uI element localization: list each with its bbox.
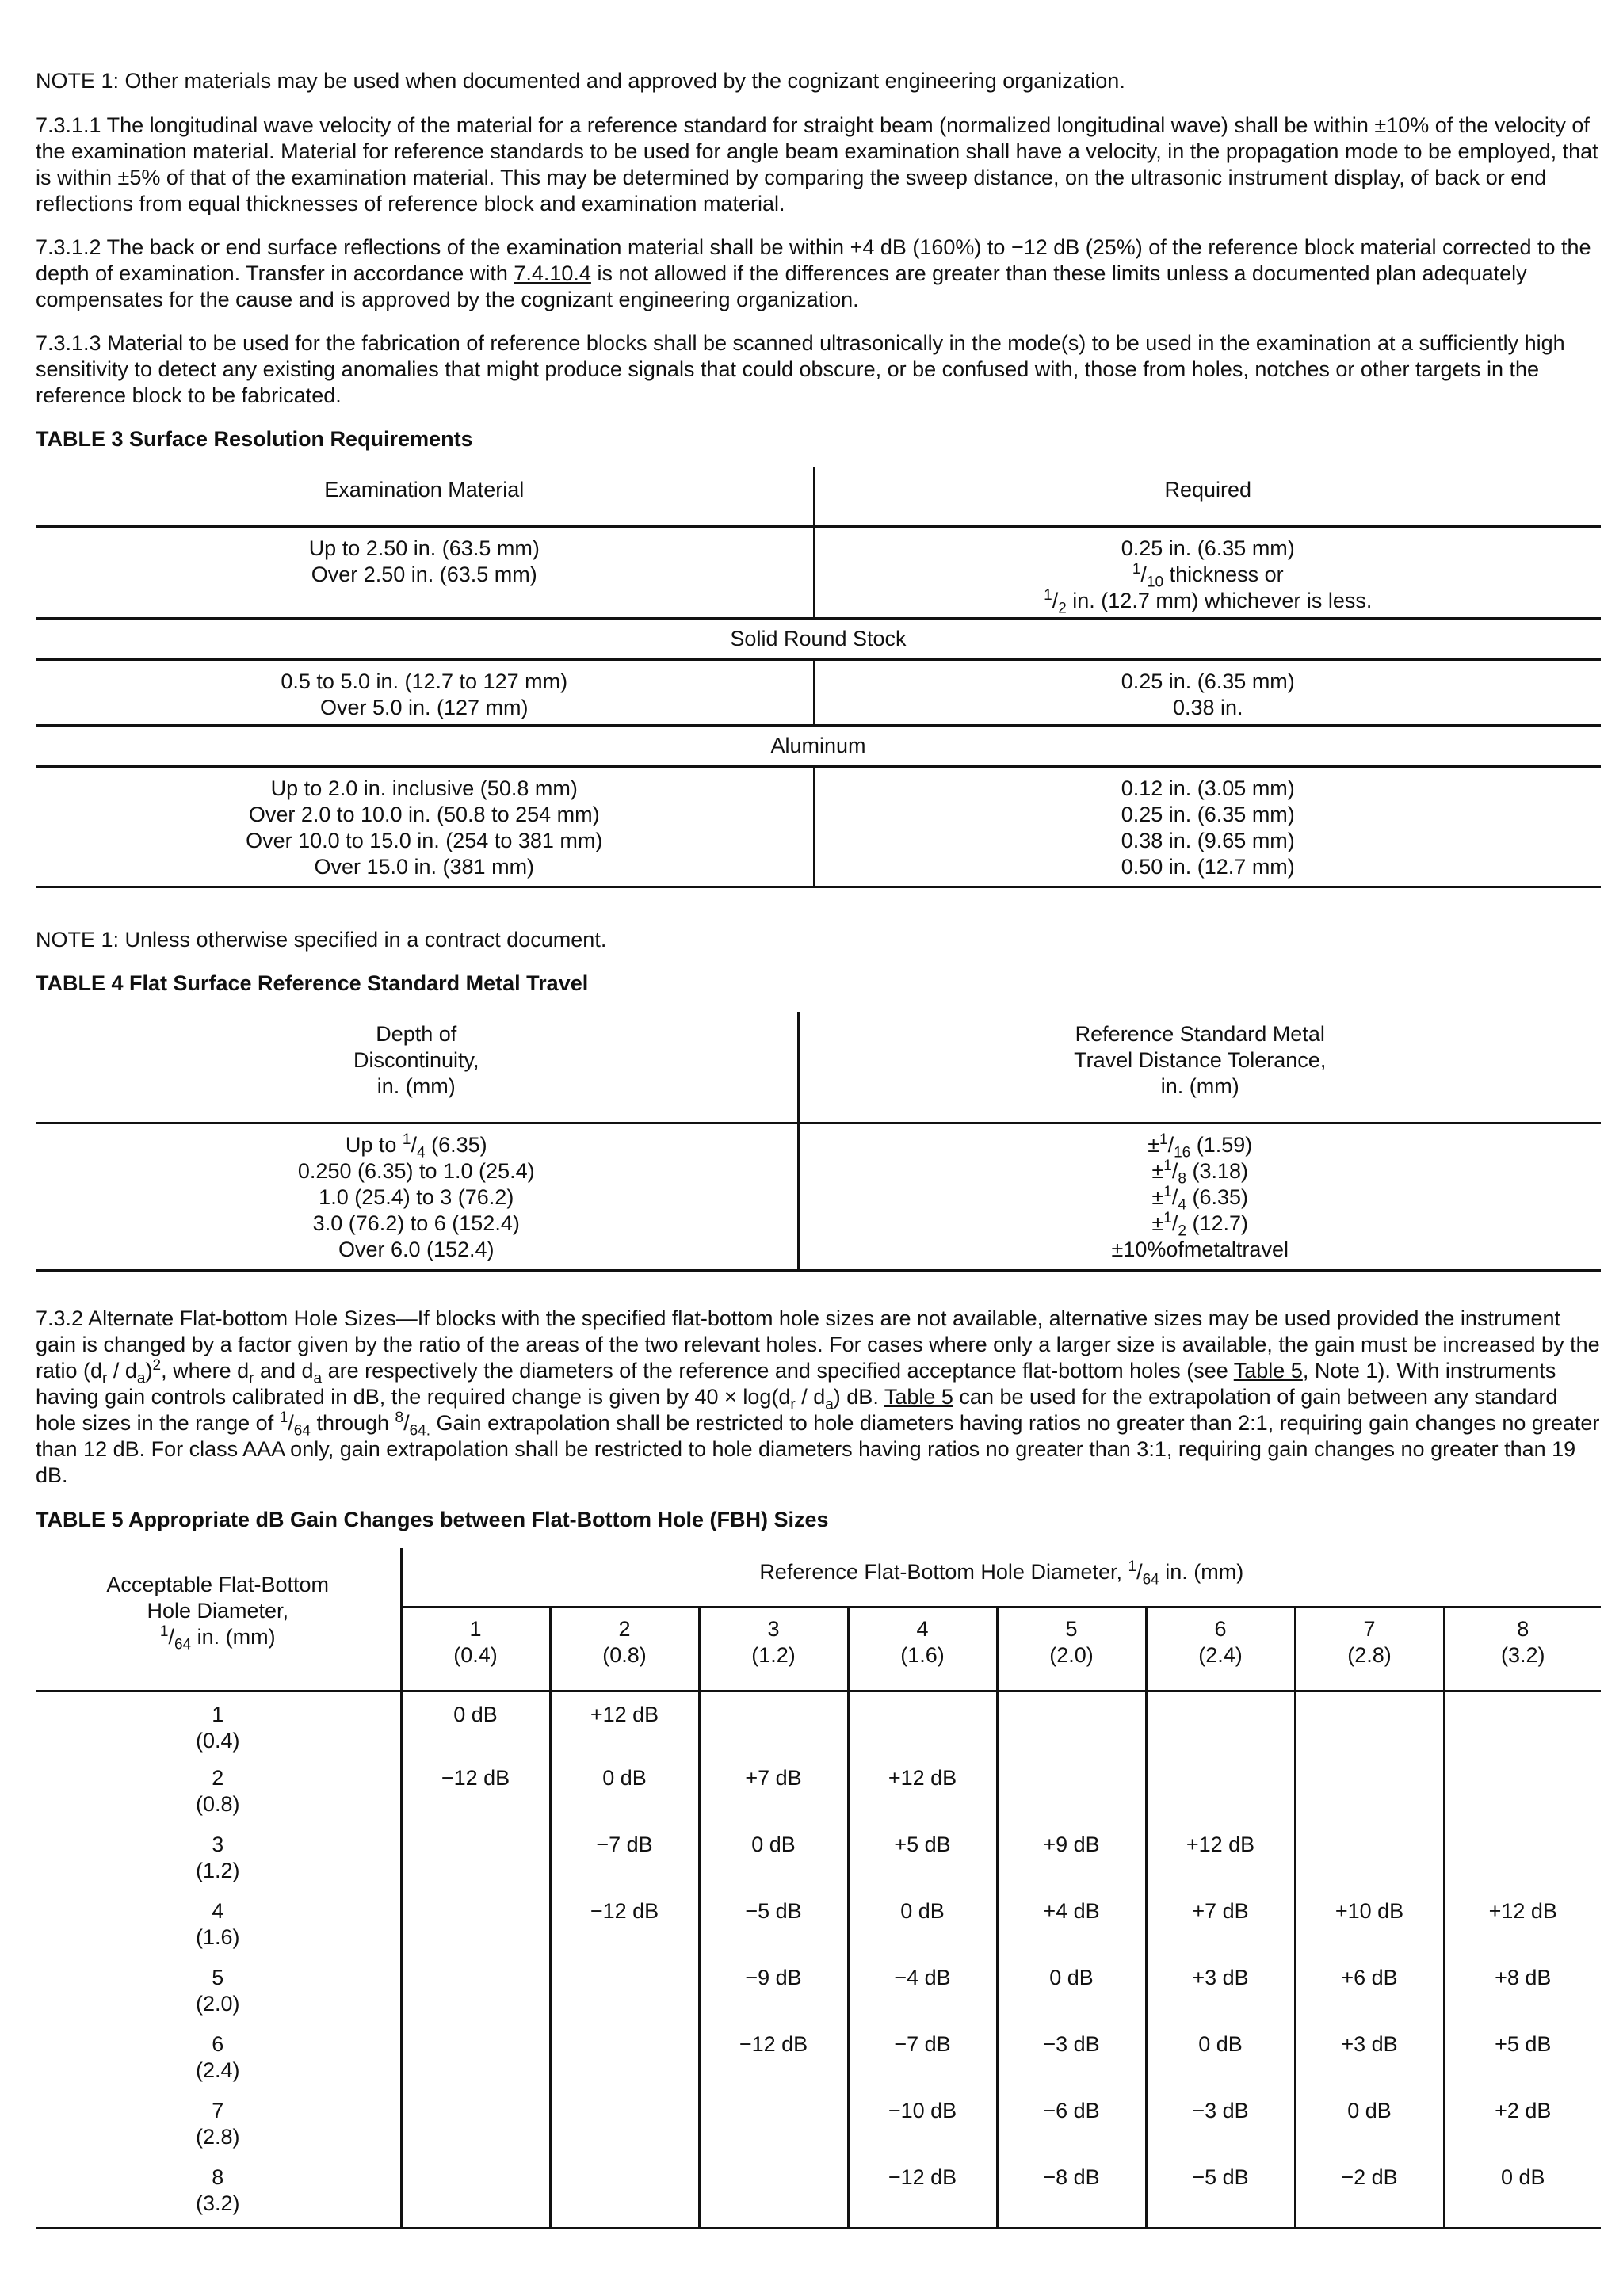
column-mm: (2.0) bbox=[1049, 1642, 1094, 1667]
gain-change-cell: −3 dB bbox=[997, 2028, 1146, 2095]
row-number: 2 bbox=[212, 1766, 224, 1790]
table-5-column-header bbox=[848, 1607, 997, 1691]
cell-line: 0.50 in. (12.7 mm) bbox=[1121, 854, 1295, 879]
paragraph-text: 7.3.2 Alternate Flat-bottom Hole Sizes—If blocks with the specified flat-bottom hole sizes are not available, alternative sizes may be used provided the instrument gain is changed by a factor given by the ratio of the areas of the two relevant holes. For cases where only a larger size is available, the gain must be increased by the ratio (d bbox=[36, 1306, 1600, 1383]
fraction-denominator: 64 bbox=[1142, 1571, 1159, 1589]
row-mm: (2.4) bbox=[195, 2058, 240, 2082]
gain-change-cell: −6 dB bbox=[997, 2095, 1146, 2161]
gain-change-cell bbox=[1146, 1762, 1295, 1829]
cell-line: $^1/_2$ in. (12.7 mm) whichever is less. bbox=[1044, 586, 1373, 616]
subscript: a bbox=[313, 1370, 323, 1387]
gain-change-cell: 0 dB bbox=[848, 1895, 997, 1962]
fraction-denominator: 64. bbox=[409, 1422, 431, 1440]
cell-line: 0.12 in. (3.05 mm) bbox=[1121, 776, 1295, 800]
gain-change-cell bbox=[1444, 1762, 1601, 1829]
table-row bbox=[36, 526, 1601, 618]
table-cell bbox=[36, 526, 814, 618]
table-cell bbox=[36, 766, 814, 887]
table-3-header-required: Required bbox=[814, 467, 1601, 526]
table-row bbox=[36, 1123, 1601, 1270]
cell-line: 0.38 in. bbox=[1172, 695, 1243, 719]
fraction-denominator: 10 bbox=[1146, 573, 1164, 590]
fraction: $^1/_{64}$ bbox=[279, 1409, 311, 1440]
fraction-numerator: 1 bbox=[159, 1623, 169, 1640]
fraction-denominator: 4 bbox=[1178, 1196, 1186, 1213]
table-row bbox=[36, 2028, 1601, 2095]
cell-text: ± bbox=[1148, 1132, 1160, 1157]
cell-line: $\pm^1/_8$ (3.18) bbox=[1151, 1157, 1249, 1187]
row-number: 7 bbox=[212, 2099, 224, 2122]
paragraph-text: Gain extrapolation shall be restricted to hole diameters having ratios no greater than 2:1, requiring gain changes no greater than 12 dB. For class AAA only, gain extrapolation shall be restricted to hole diameters having ratios no greater than 3:1, requiring gain changes no greater than 19 dB. bbox=[36, 1411, 1600, 1487]
gain-change-cell bbox=[997, 1691, 1146, 1762]
fraction-denominator: 16 bbox=[1174, 1143, 1191, 1161]
cell-line: Over 10.0 to 15.0 in. (254 to 381 mm) bbox=[246, 828, 603, 852]
column-mm: (1.6) bbox=[900, 1642, 945, 1667]
fraction-numerator: 1 bbox=[1163, 1183, 1172, 1200]
gain-change-cell: −3 dB bbox=[1146, 2095, 1295, 2161]
section-link-7-4-10-4[interactable]: 7.4.10.4 bbox=[514, 261, 591, 285]
cell-text: ± bbox=[1151, 1158, 1164, 1183]
table-5-column-header bbox=[1146, 1607, 1295, 1691]
subscript: r bbox=[249, 1370, 254, 1387]
paragraph-text: / d bbox=[107, 1359, 137, 1383]
row-mm: (3.2) bbox=[195, 2191, 240, 2215]
gain-change-cell: +9 dB bbox=[997, 1829, 1146, 1895]
table-5-row-header bbox=[36, 1762, 401, 1829]
column-number: 3 bbox=[767, 1616, 780, 1641]
gain-change-cell: 0 dB bbox=[401, 1691, 550, 1762]
superscript: 2 bbox=[152, 1357, 162, 1374]
cell-text: in. (12.7 mm) whichever is less. bbox=[1066, 588, 1373, 612]
header-text: in. (mm) bbox=[191, 1625, 276, 1649]
cell-text: (3.18) bbox=[1186, 1158, 1249, 1183]
gain-change-cell: −12 dB bbox=[848, 2161, 997, 2228]
table-3 bbox=[36, 467, 1601, 888]
fraction-denominator: 2 bbox=[1178, 1222, 1186, 1239]
gain-change-cell bbox=[1146, 1691, 1295, 1762]
gain-change-cell bbox=[1444, 1829, 1601, 1895]
column-number: 2 bbox=[618, 1616, 631, 1641]
fraction-numerator: 1 bbox=[1128, 1558, 1137, 1575]
gain-change-cell: +3 dB bbox=[1146, 1962, 1295, 2028]
gain-change-cell: +12 dB bbox=[550, 1691, 699, 1762]
subscript: a bbox=[825, 1396, 834, 1413]
cell-line: ±10%ofmetaltravel bbox=[1111, 1237, 1289, 1261]
paragraph-7-3-1-3: 7.3.1.3 Material to be used for the fabrication of reference blocks shall be scanned ultrasonically in the mode(s) to be used in the examination at a sufficiently high sensitivity to detect any existing anomalies that might produce signals that could obscure, or be confused with, those from holes, notches or other targets in the reference block to be fabricated. bbox=[36, 331, 1565, 407]
cell-line: Over 6.0 (152.4) bbox=[338, 1237, 495, 1261]
cell-line: Over 5.0 in. (127 mm) bbox=[319, 695, 529, 719]
paragraph-7-3-2 bbox=[36, 1306, 1601, 1489]
column-number: 7 bbox=[1363, 1616, 1376, 1641]
column-mm: (0.4) bbox=[453, 1642, 498, 1667]
row-number: 5 bbox=[212, 1966, 224, 1989]
table-4 bbox=[36, 1012, 1601, 1272]
gain-change-cell bbox=[550, 2161, 699, 2228]
table-5-group-header: Reference Flat-Bottom Hole Diameter, $^1/_{64}$ in. (mm) bbox=[401, 1548, 1601, 1607]
gain-change-cell bbox=[1444, 1691, 1601, 1762]
paragraph-text: through bbox=[310, 1411, 395, 1435]
table-5-corner-header bbox=[36, 1548, 401, 1691]
gain-change-cell bbox=[997, 1762, 1146, 1829]
table-row bbox=[36, 659, 1601, 725]
table-5-column-header bbox=[1295, 1607, 1444, 1691]
paragraph-7-3-1-1: 7.3.1.1 The longitudinal wave velocity of the material for a reference standard for straight beam (normalized longitudinal wave) shall be within ±10% of the velocity of the examination material. Material for reference standards to be used for angle beam examination shall have a velocity, in the propagation mode to be employed, that is within ±5% of that of the examination material. This may be determined by comparing the sweep distance, on the ultrasonic instrument display, of back or end reflections from equal thicknesses of reference block and examination material. bbox=[36, 113, 1598, 215]
gain-change-cell bbox=[1295, 1829, 1444, 1895]
table-cell bbox=[814, 526, 1601, 618]
cell-line: Over 2.0 to 10.0 in. (50.8 to 254 mm) bbox=[248, 802, 600, 826]
paragraph-7-3-1-2 bbox=[36, 235, 1601, 313]
gain-change-cell: −5 dB bbox=[1146, 2161, 1295, 2228]
table-cell bbox=[36, 1123, 798, 1270]
fraction-denominator: 64 bbox=[293, 1422, 311, 1440]
gain-change-cell: −9 dB bbox=[699, 1962, 848, 2028]
gain-change-cell: −12 dB bbox=[699, 2028, 848, 2095]
header-line: Acceptable Flat-Bottom bbox=[106, 1573, 330, 1596]
table-3-header-material: Examination Material bbox=[36, 467, 814, 526]
gain-change-cell bbox=[401, 2161, 550, 2228]
row-mm: (0.4) bbox=[195, 1728, 240, 1753]
table-3-section-aluminum: Aluminum bbox=[36, 725, 1601, 766]
table-row bbox=[36, 1012, 1601, 1123]
paragraph-text: , Note 1). With instruments having gain controls calibrated in dB, the required change is given by 40 × log(d bbox=[36, 1359, 1556, 1409]
table-5-row-header bbox=[36, 1895, 401, 1962]
note-1-top: NOTE 1: Other materials may be used when documented and approved by the cognizant engineering organization. bbox=[36, 69, 1125, 93]
subscript: a bbox=[136, 1370, 146, 1387]
header-line: in. (mm) bbox=[1160, 1074, 1239, 1098]
cell-line: 3.0 (76.2) to 6 (152.4) bbox=[312, 1211, 520, 1235]
gain-change-cell bbox=[401, 1829, 550, 1895]
gain-change-cell: +7 dB bbox=[699, 1762, 848, 1829]
gain-change-cell: +8 dB bbox=[1495, 1966, 1552, 1989]
gain-change-cell: −8 dB bbox=[997, 2161, 1146, 2228]
cell-line: $^1/_{10}$ thickness or bbox=[1132, 560, 1284, 590]
cell-text: (1.59) bbox=[1190, 1132, 1253, 1157]
cell-line: $\pm^1/_{16}$ (1.59) bbox=[1148, 1131, 1253, 1161]
column-mm: (2.4) bbox=[1198, 1642, 1243, 1667]
row-number: 3 bbox=[212, 1833, 224, 1856]
gain-change-cell: +12 dB bbox=[1146, 1829, 1295, 1895]
gain-change-cell: 0 dB bbox=[550, 1762, 699, 1829]
table-5-caption: TABLE 5 Appropriate dB Gain Changes between Flat-Bottom Hole (FBH) Sizes bbox=[36, 1508, 829, 1531]
cell-line: 0.25 in. (6.35 mm) bbox=[1121, 536, 1295, 560]
gain-change-cell bbox=[401, 1962, 550, 2028]
column-number: 1 bbox=[469, 1616, 482, 1641]
table-row bbox=[36, 766, 1601, 887]
table-5 bbox=[36, 1548, 1601, 2229]
header-line: Discontinuity, bbox=[353, 1048, 479, 1072]
table-row bbox=[36, 725, 1601, 766]
gain-change-cell: +6 dB bbox=[1295, 1962, 1444, 2028]
gain-change-cell: +4 dB bbox=[997, 1895, 1146, 1962]
paragraph-text: ) bbox=[145, 1359, 153, 1383]
gain-change-cell: 0 dB bbox=[699, 1829, 848, 1895]
paragraph-text: ) dB. bbox=[833, 1385, 884, 1409]
table-5-column-header bbox=[401, 1607, 550, 1691]
gain-change-cell bbox=[699, 1691, 848, 1762]
cell-line: 1.0 (25.4) to 3 (76.2) bbox=[319, 1184, 514, 1209]
table-row bbox=[36, 1691, 1601, 1762]
table-row bbox=[36, 2161, 1601, 2228]
fraction-numerator: 1 bbox=[402, 1131, 411, 1148]
table-5-link[interactable]: Table 5 bbox=[1233, 1359, 1303, 1383]
fraction-numerator: 1 bbox=[1163, 1157, 1172, 1174]
cell-line: Over 2.50 in. (63.5 mm) bbox=[311, 562, 537, 586]
gain-change-cell: −2 dB bbox=[1295, 2161, 1444, 2228]
column-number: 4 bbox=[916, 1616, 929, 1641]
table-row bbox=[36, 467, 1601, 526]
fraction-denominator: 4 bbox=[417, 1143, 426, 1161]
paragraph-text: is not allowed if the differences are greater than these limits unless a documented plan adequately compensates for the cause and is approved by the cognizant engineering organization. bbox=[36, 261, 1527, 311]
paragraph-text: / d bbox=[795, 1385, 826, 1409]
cell-text: ± bbox=[1151, 1184, 1164, 1209]
table-row bbox=[36, 1829, 1601, 1895]
row-number: 1 bbox=[212, 1702, 224, 1726]
table-5-link[interactable]: Table 5 bbox=[884, 1385, 953, 1409]
gain-change-cell: +5 dB bbox=[1495, 2032, 1552, 2056]
cell-text: (6.35) bbox=[1186, 1184, 1249, 1209]
table-5-column-header bbox=[699, 1607, 848, 1691]
gain-change-cell bbox=[401, 2028, 550, 2095]
fraction-numerator: 1 bbox=[279, 1409, 288, 1426]
gain-change-cell: −5 dB bbox=[699, 1895, 848, 1962]
paragraph-text: and d bbox=[254, 1359, 314, 1383]
table-5-row-header bbox=[36, 1962, 401, 2028]
gain-change-cell: +7 dB bbox=[1146, 1895, 1295, 1962]
column-number: 6 bbox=[1214, 1616, 1227, 1641]
fraction-numerator: 1 bbox=[1044, 586, 1052, 604]
column-number: 8 bbox=[1517, 1616, 1529, 1641]
column-number: 5 bbox=[1065, 1616, 1078, 1641]
fraction: $^8/_{64.}$ bbox=[395, 1409, 431, 1440]
gain-change-cell: −4 dB bbox=[848, 1962, 997, 2028]
gain-change-cell bbox=[550, 1962, 699, 2028]
paragraph-text: , where d bbox=[161, 1359, 250, 1383]
table-5-body bbox=[36, 1691, 1601, 2228]
gain-change-cell: −12 dB bbox=[401, 1762, 550, 1829]
table-5-column-header bbox=[550, 1607, 699, 1691]
table-5-row-header bbox=[36, 2095, 401, 2161]
fraction-denominator: 64 bbox=[174, 1636, 192, 1653]
gain-change-cell: +3 dB bbox=[1295, 2028, 1444, 2095]
note-1-table-3: NOTE 1: Unless otherwise specified in a contract document. bbox=[36, 928, 607, 952]
fraction-numerator: 8 bbox=[395, 1409, 404, 1426]
table-row bbox=[36, 1962, 1601, 2028]
gain-change-cell: −10 dB bbox=[848, 2095, 997, 2161]
gain-change-cell: +12 dB bbox=[1488, 1899, 1557, 1923]
gain-change-cell: 0 dB bbox=[997, 1962, 1146, 2028]
table-5-column-header bbox=[997, 1607, 1146, 1691]
cell-line: 0.5 to 5.0 in. (12.7 to 127 mm) bbox=[281, 669, 568, 693]
cell-line: 0.25 in. (6.35 mm) bbox=[1121, 669, 1295, 693]
paragraph-text: can be used for the extrapolation of gain between any standard hole sizes in the range of bbox=[36, 1385, 1558, 1435]
table-row bbox=[36, 1895, 1601, 1962]
column-mm: (3.2) bbox=[1501, 1642, 1545, 1667]
gain-change-cell bbox=[401, 1895, 550, 1962]
cell-line: 0.38 in. (9.65 mm) bbox=[1121, 828, 1295, 852]
row-number: 4 bbox=[212, 1899, 224, 1923]
cell-line: $\pm^1/_2$ (12.7) bbox=[1151, 1209, 1249, 1239]
gain-change-cell: 0 dB bbox=[1146, 2028, 1295, 2095]
gain-change-cell: +10 dB bbox=[1295, 1895, 1444, 1962]
column-mm: (1.2) bbox=[751, 1642, 796, 1667]
paragraph-text: 7.3.1.2 The back or end surface reflections of the examination material shall be within +4 dB (160%) to −12 dB (25%) of the reference block material corrected to the depth of examination. Transfer in accordance with bbox=[36, 235, 1591, 285]
table-4-header-tolerance bbox=[798, 1012, 1601, 1123]
fraction-numerator: 1 bbox=[1163, 1209, 1172, 1226]
gain-change-cell bbox=[699, 2095, 848, 2161]
paragraph-text: are respectively the diameters of the reference and specified acceptance flat-bottom holes (see bbox=[322, 1359, 1234, 1383]
cell-text: ± bbox=[1151, 1211, 1164, 1235]
gain-change-cell: +5 dB bbox=[848, 1829, 997, 1895]
table-cell bbox=[814, 659, 1601, 725]
cell-text: thickness or bbox=[1163, 562, 1284, 586]
header-line: Depth of bbox=[376, 1022, 457, 1046]
row-number: 8 bbox=[212, 2165, 224, 2189]
gain-change-cell bbox=[550, 2028, 699, 2095]
gain-change-cell: −7 dB bbox=[550, 1829, 699, 1895]
column-mm: (2.8) bbox=[1347, 1642, 1392, 1667]
gain-change-cell: +2 dB bbox=[1495, 2099, 1552, 2122]
table-row bbox=[36, 618, 1601, 659]
cell-line: 0.25 in. (6.35 mm) bbox=[1121, 802, 1295, 826]
table-3-caption: TABLE 3 Surface Resolution Requirements bbox=[36, 427, 473, 451]
gain-change-cell: 0 dB bbox=[1444, 2161, 1601, 2228]
fraction-numerator: 1 bbox=[1159, 1131, 1168, 1148]
table-5-row-header bbox=[36, 1691, 401, 1762]
gain-change-cell: 0 dB bbox=[1295, 2095, 1444, 2161]
gain-change-cell: +12 dB bbox=[848, 1762, 997, 1829]
gain-change-cell bbox=[699, 2161, 848, 2228]
row-mm: (1.2) bbox=[195, 1859, 240, 1882]
row-mm: (0.8) bbox=[195, 1792, 240, 1816]
header-line: Travel Distance Tolerance, bbox=[1074, 1048, 1327, 1072]
gain-change-cell bbox=[1295, 1762, 1444, 1829]
table-4-header-depth bbox=[36, 1012, 798, 1123]
fraction-denominator: 2 bbox=[1058, 599, 1067, 616]
row-mm: (2.8) bbox=[195, 2125, 240, 2149]
gain-change-cell bbox=[848, 1691, 997, 1762]
row-mm: (2.0) bbox=[195, 1992, 240, 2016]
table-3-section-solid-round-stock: Solid Round Stock bbox=[36, 618, 1601, 659]
table-5-column-header bbox=[1444, 1607, 1601, 1691]
cell-text: (6.35) bbox=[425, 1132, 487, 1157]
fraction-numerator: 1 bbox=[1132, 560, 1141, 578]
header-text: in. (mm) bbox=[1159, 1560, 1244, 1584]
header-line: in. (mm) bbox=[376, 1074, 456, 1098]
header-line: Reference Standard Metal bbox=[1075, 1022, 1325, 1046]
fraction-denominator: 8 bbox=[1178, 1169, 1186, 1187]
table-5-row-header bbox=[36, 2161, 401, 2228]
table-cell bbox=[36, 659, 814, 725]
column-mm: (0.8) bbox=[602, 1642, 647, 1667]
cell-line: $\pm^1/_4$ (6.35) bbox=[1151, 1183, 1249, 1213]
table-5-row-header bbox=[36, 1829, 401, 1895]
cell-text: (12.7) bbox=[1186, 1211, 1249, 1235]
table-cell bbox=[814, 766, 1601, 887]
table-row bbox=[36, 1762, 1601, 1829]
header-text: Reference Flat-Bottom Hole Diameter, bbox=[759, 1560, 1128, 1584]
row-mm: (1.6) bbox=[195, 1925, 240, 1949]
subscript: r bbox=[790, 1396, 796, 1413]
header-line: $^1/_{64}$ in. (mm) bbox=[159, 1623, 276, 1653]
cell-line: Over 15.0 in. (381 mm) bbox=[314, 854, 535, 879]
table-4-caption: TABLE 4 Flat Surface Reference Standard Metal Travel bbox=[36, 971, 589, 995]
cell-line: 0.250 (6.35) to 1.0 (25.4) bbox=[297, 1158, 535, 1183]
row-number: 6 bbox=[212, 2032, 224, 2056]
cell-line: Up to 2.0 in. inclusive (50.8 mm) bbox=[270, 776, 578, 800]
gain-change-cell bbox=[550, 2095, 699, 2161]
gain-change-cell: −7 dB bbox=[848, 2028, 997, 2095]
gain-change-cell bbox=[1295, 1691, 1444, 1762]
cell-text: Up to bbox=[345, 1132, 403, 1157]
table-5-row-header bbox=[36, 2028, 401, 2095]
table-row bbox=[36, 2095, 1601, 2161]
table-cell bbox=[798, 1123, 1601, 1270]
table-row bbox=[36, 1548, 1601, 1607]
gain-change-cell bbox=[401, 2095, 550, 2161]
header-line: Hole Diameter, bbox=[147, 1599, 289, 1623]
cell-line: Up to 2.50 in. (63.5 mm) bbox=[308, 536, 540, 560]
cell-line: Up to $^1/_4$ (6.35) bbox=[345, 1131, 487, 1161]
gain-change-cell: −12 dB bbox=[550, 1895, 699, 1962]
subscript: r bbox=[102, 1370, 108, 1387]
